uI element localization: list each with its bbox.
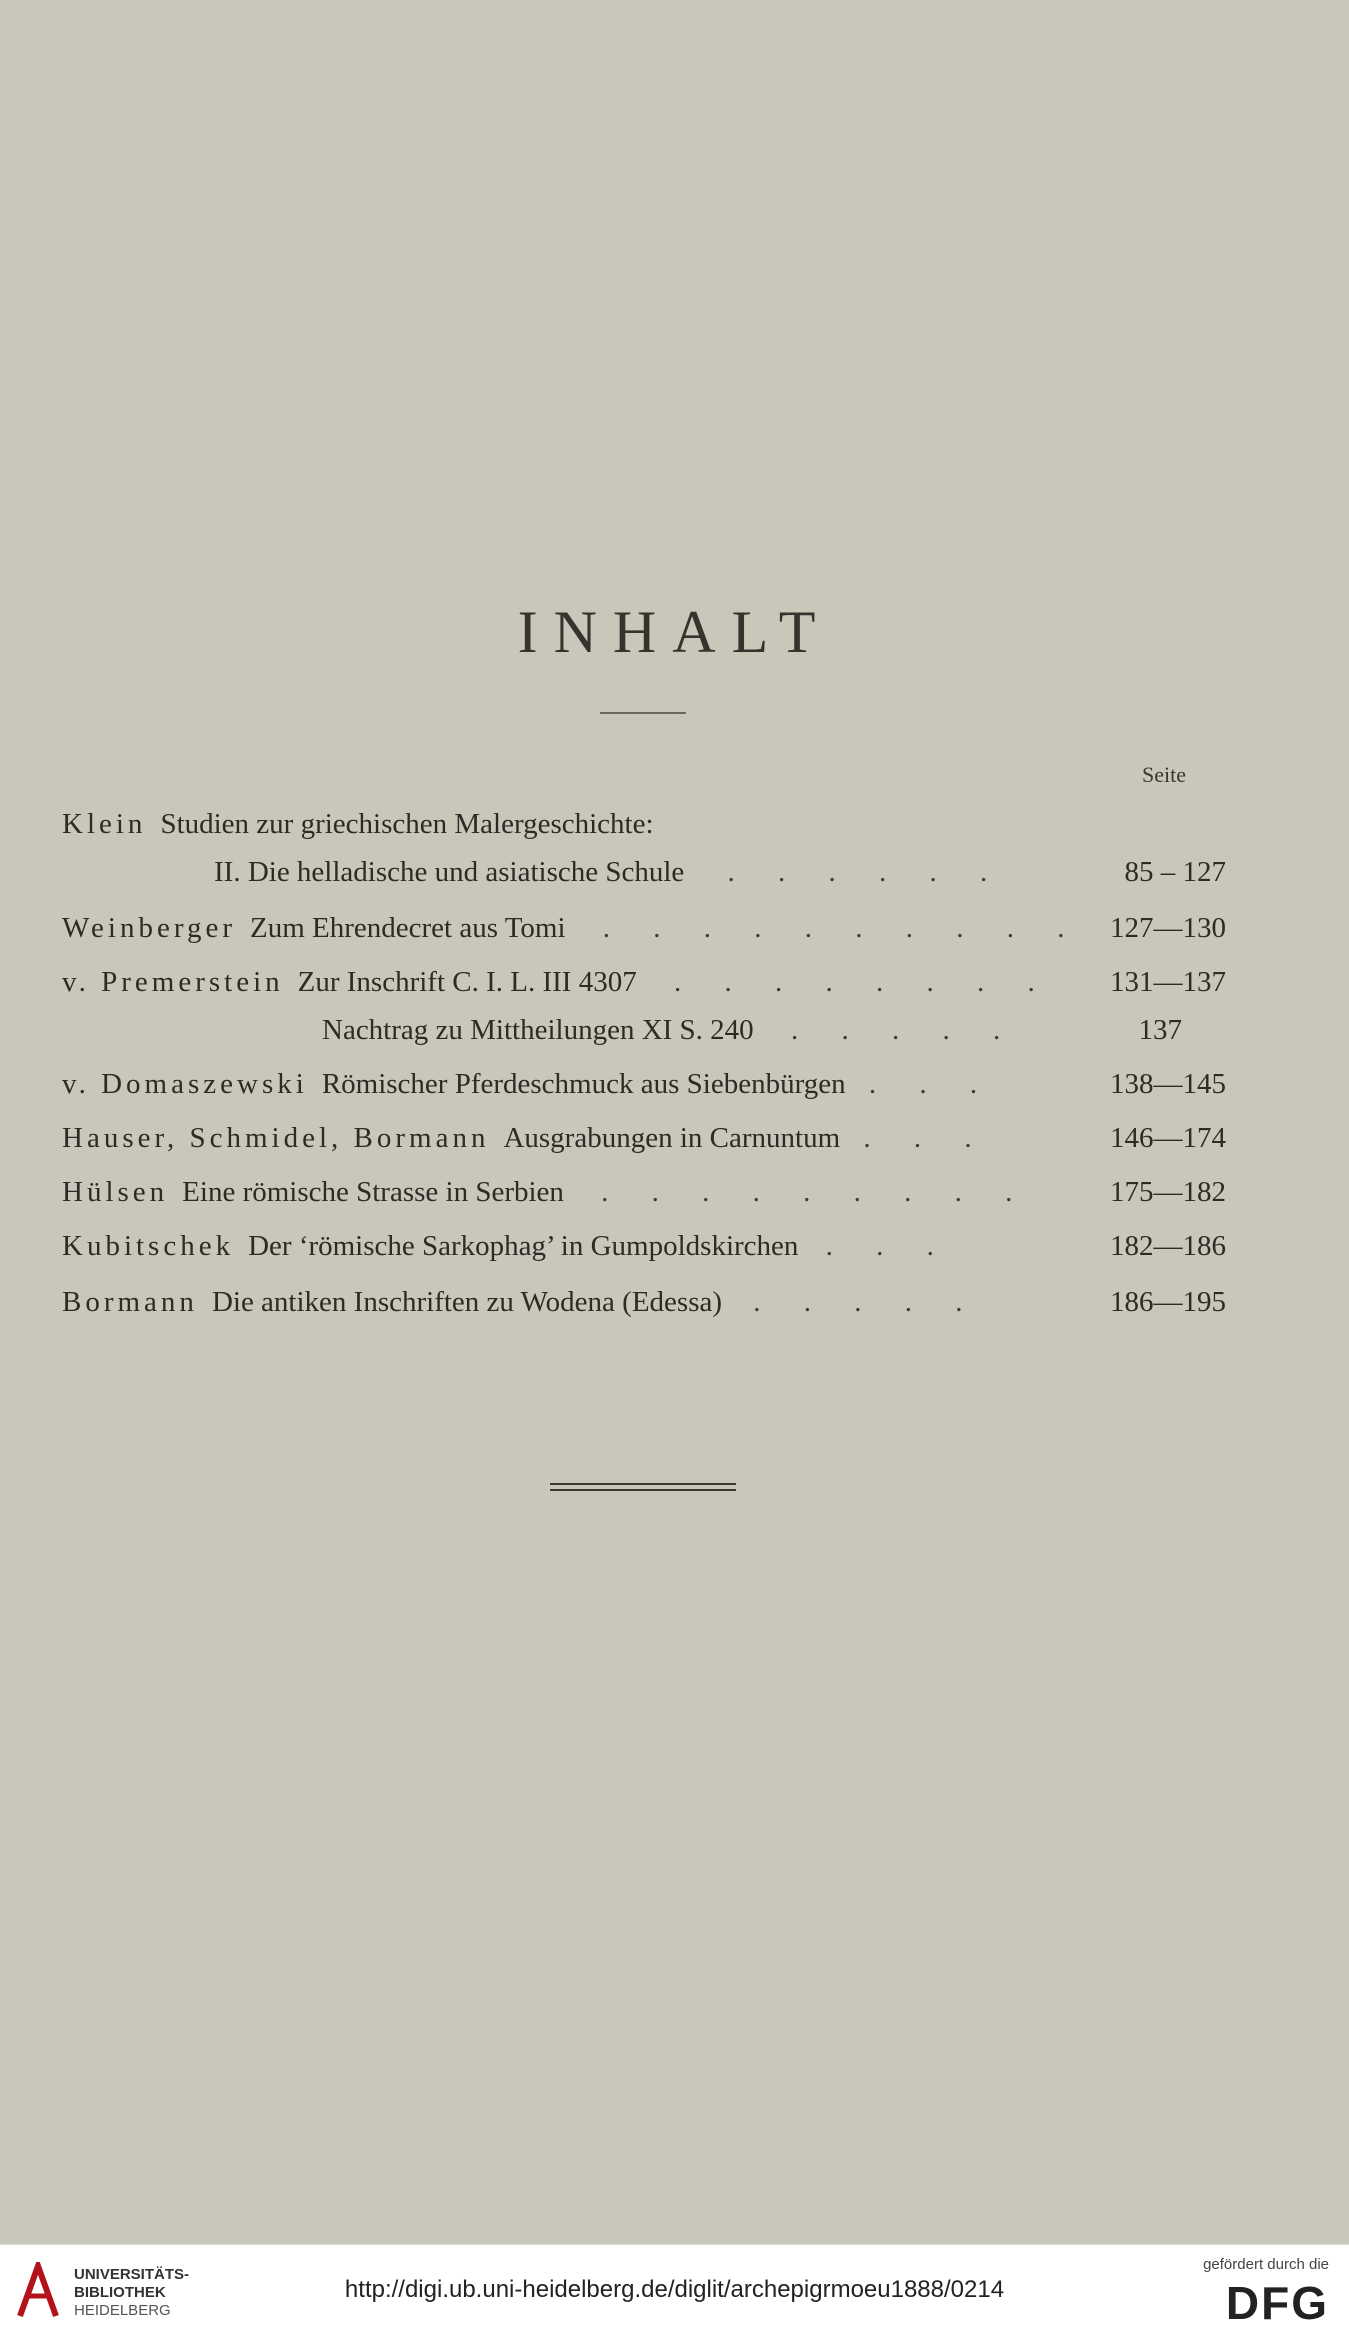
toc-entry [62,1224,1232,1268]
toc-leader-dots: . . . . . [790,1014,1019,1046]
toc-leader-dots: . . . . . . . . . [601,1176,1031,1208]
toc-author: v. Premerstein [62,966,284,998]
library-name-line1: UNIVERSITÄTS- [74,2266,190,2283]
toc-leader-dots: . . . . . [753,1286,981,1318]
toc-entry [62,906,1232,950]
toc-pages: 127—130 [1110,912,1226,944]
closing-double-rule-top [550,1483,736,1485]
toc-author: Kubitschek [62,1230,235,1262]
toc-pages: 138—145 [1110,1068,1226,1100]
toc-pages: 137 [1138,1014,1182,1046]
toc-author: v. Domaszewski [62,1068,308,1100]
toc-entry [62,1116,1232,1160]
toc-pages: 146—174 [1110,1122,1226,1154]
toc-title: II. Die helladische und asiatische Schule [214,856,685,888]
toc-title: Eine römische Strasse in Serbien [182,1176,564,1208]
toc-entry [62,960,1232,1004]
toc-title: Der ‘römische Sarkophag’ in Gumpoldskirchen [248,1230,799,1262]
toc-pages: 186—195 [1110,1286,1226,1318]
page-title: INHALT [517,599,832,665]
permalink-url[interactable]: http://digi.ub.uni-heidelberg.de/diglit/archepigrmoeu1888/0214 [344,2276,1005,2303]
library-name-line2: BIBLIOTHEK [74,2284,166,2301]
toc-pages: 131—137 [1110,966,1226,998]
toc-author: Bormann [62,1286,198,1318]
toc-author: Hauser, Schmidel, Bormann [62,1122,490,1154]
toc-title: Die antiken Inschriften zu Wodena (Edessa) [211,1286,723,1318]
toc-pages: 175—182 [1110,1176,1226,1208]
toc-leader-dots: . . . [868,1068,996,1100]
dfg-logo[interactable]: DFG [1225,2277,1329,2329]
toc-entry [62,1280,1232,1324]
funding-label: gefördert durch die [1203,2256,1329,2273]
toc-title: Ausgrabungen in Carnuntum [503,1122,841,1154]
toc-pages: 85 – 127 [1124,856,1226,888]
toc-title: Zum Ehrendecret aus Tomi [250,912,566,944]
toc-title: Studien zur griechischen Malergeschichte: [160,808,654,840]
toc-leader-dots: . . . [863,1122,990,1154]
toc-entry [62,1170,1232,1214]
seite-column-header: Seite [1142,762,1186,787]
toc-entry [62,1062,1232,1106]
toc-author: Weinberger [62,912,237,944]
toc-entry [214,850,1232,894]
toc-author: Klein [62,808,147,840]
closing-double-rule-bottom [550,1489,736,1491]
title-divider [600,712,686,714]
toc-pages: 182—186 [1110,1230,1226,1262]
toc-leader-dots: . . . [825,1230,952,1262]
toc-leader-dots: . . . . . . [727,856,1006,888]
library-name-line3: HEIDELBERG [74,2302,171,2319]
toc-author: Hülsen [62,1176,169,1208]
toc-title: Römischer Pferdeschmuck aus Siebenbürgen [321,1068,846,1100]
toc-leader-dots: . . . . . . . . [673,966,1053,998]
toc-entry [62,802,1232,846]
toc-entry [322,1008,1232,1052]
toc-leader-dots: . . . . . . . . . . [602,912,1083,944]
toc-title: Nachtrag zu Mittheilungen XI S. 240 [322,1014,754,1046]
toc-title: Zur Inschrift C. I. L. III 4307 [297,966,637,998]
